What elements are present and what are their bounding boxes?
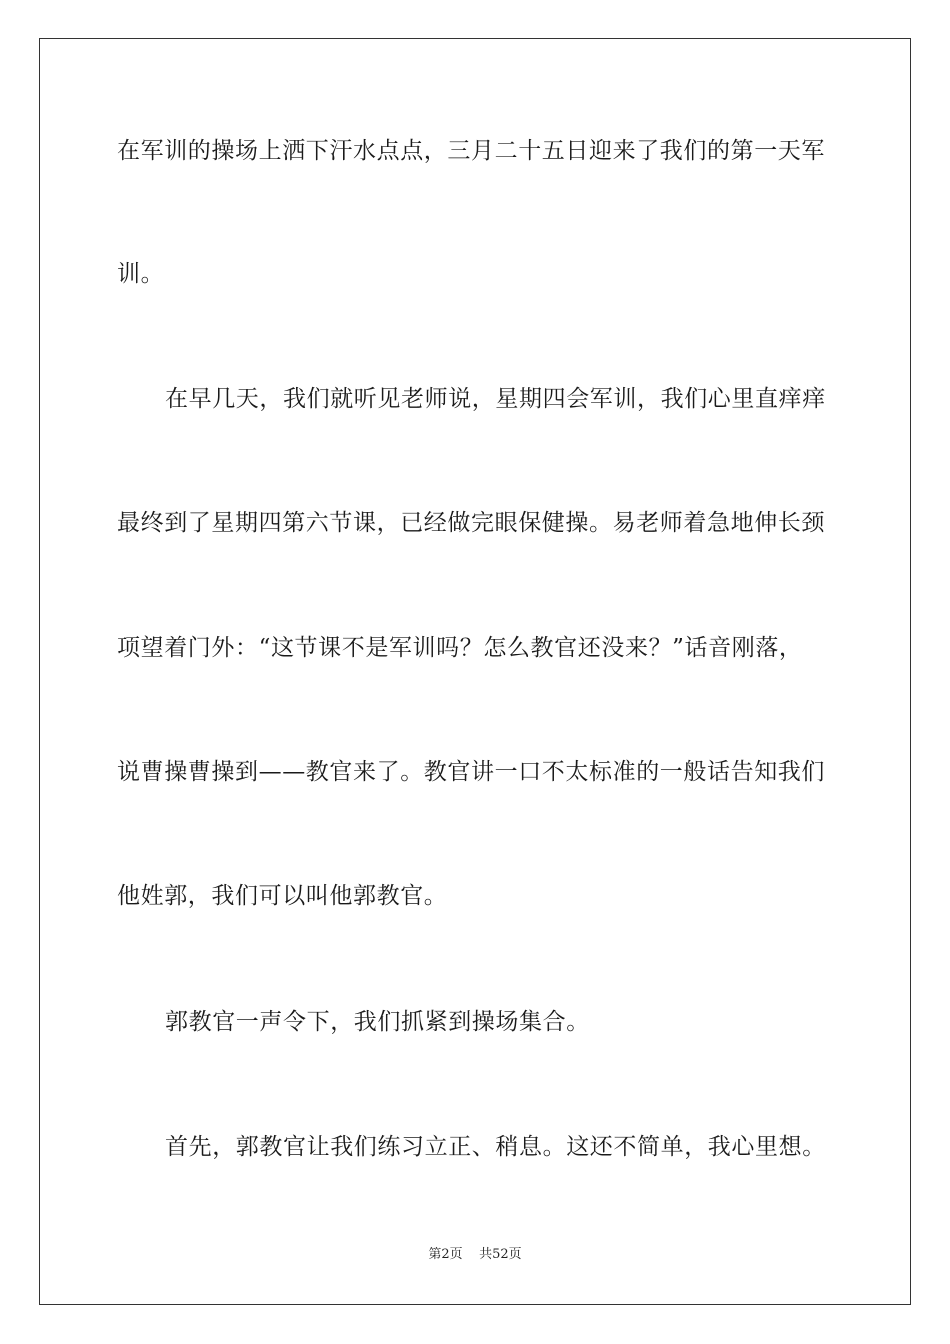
page-footer bbox=[0, 1246, 950, 1264]
text-line: 他姓郭，我们可以叫他郭教官。 bbox=[117, 883, 448, 909]
text-line: 最终到了星期四第六节课，已经做完眼保健操。易老师着急地伸长颈 bbox=[117, 510, 825, 536]
paragraph-start-line: 在早几天，我们就听见老师说，星期四会军训，我们心里直痒痒 bbox=[165, 386, 826, 412]
page-border bbox=[39, 38, 911, 1305]
page-number: 第2页 bbox=[428, 1247, 463, 1262]
text-line: 项望着门外：“这节课不是军训吗？怎么教官还没来？”话音刚落， bbox=[117, 635, 803, 661]
paragraph-start-line: 首先，郭教官让我们练习立正、稍息。这还不简单，我心里想。 bbox=[165, 1134, 826, 1160]
paragraph-start-line: 郭教官一声令下，我们抓紧到操场集合。 bbox=[165, 1009, 590, 1035]
total-pages: 共52页 bbox=[479, 1247, 522, 1262]
text-line: 训。 bbox=[117, 261, 165, 287]
text-line: 在军训的操场上洒下汗水点点，三月二十五日迎来了我们的第一天军 bbox=[117, 138, 825, 164]
text-line: 说曹操曹操到——教官来了。教官讲一口不太标准的一般话告知我们 bbox=[117, 759, 825, 785]
